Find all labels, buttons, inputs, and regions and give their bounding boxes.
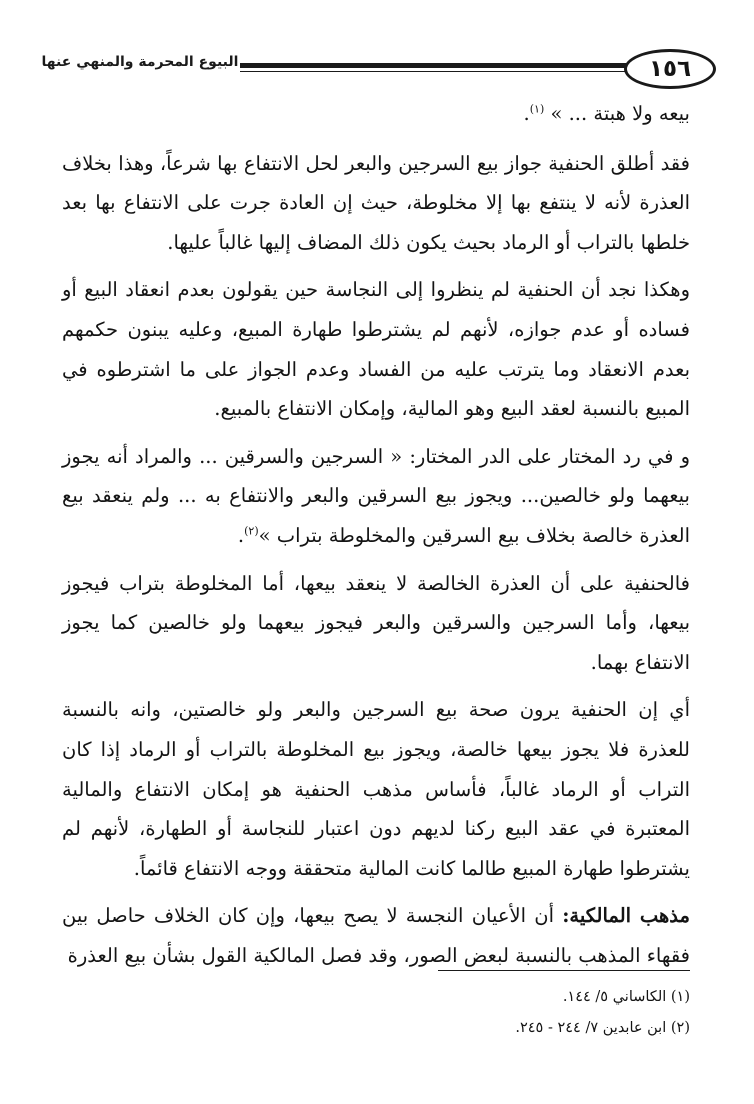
paragraph-5: فالحنفية على أن العذرة الخالصة لا ينعقد بيعها، أما المخلوطة بتراب فيجوز بيعها، وأما السرجين والسرقين والبعر فيجوز بيعهما ولو خالصين كما يجوز الانتفاع بهما. [62,571,690,674]
paragraph-1: بيعه ولا هبتة ... » $^{(١)}$. [523,102,690,125]
paragraph-3: وهكذا نجد أن الحنفية لم ينظروا إلى النجاسة حين يقولون بعدم انعقاد البيع أو فساده أو عدم جوازه، لأنهم لم يشترطوا طهارة المبيع، وعليه يبنون حكمهم بعدم الانعقاد وما يترتب عليه من الفساد وعدم الجواز على ما اشترطوه في المبيع بالنسبة لعقد البيع وهو المالية، وإمكان الانتفاع بالمبيع. [62,278,690,421]
body-text [62,94,690,983]
paragraph-2: فقد أطلق الحنفية جواز بيع السرجين والبعر لحل الانتفاع بها شرعاً، وهذا بخلاف العذرة لأنه لا ينتفع بها إلا مخلوطة، حيث إن العادة جرت على الانتفاع بها بعد خلطها بالتراب أو الرماد بحيث يكون ذلك المضاف إليها غالباً عليها. [62,151,690,254]
footnote-ref-1: (١) [529,102,545,116]
header-rule-thick [240,63,648,68]
footnote-separator [438,970,690,971]
paragraph-7: مذهب المالكية: أن الأعيان النجسة لا يصح بيعها، وإن كان الخلاف حاصل بين فقهاء المذهب بالنسبة لبعض الصور، وقد فصل المالكية القول بشأن بيع العذرة [62,904,690,967]
header-rule-thin [240,71,648,72]
footnote-1: (١) الكاساني ٥/ ١٤٤. [562,989,690,1005]
paragraph-4: و في رد المختار على الدر المختار: « السرجين والسرقين ... والمراد أنه يجوز بيعهما ولو خالصين... ويجوز بيع السرقين والبعر والانتفاع به ... ولم ينعقد بيع العذرة خالصة بخلاف بيع السرقين والمخلوطة بتراب »$^{(٢)}$. [62,444,690,547]
section-lead: مذهب المالكية: [562,904,690,928]
footnotes [62,982,690,1044]
footnote-2: (٢) ابن عابدين ٧/ ٢٤٤ - ٢٤٥. [515,1020,690,1036]
paragraph-6: أي إن الحنفية يرون صحة بيع السرجين والبعر ولو خالصتين، وانه بالنسبة للعذرة فلا يجوز بيعها خالصة، ويجوز بيع المخلوطة بالتراب أو الرماد إذا كان التراب أو الرماد غالباً، فأساس مذهب الحنفية هو إمكان الانتفاع والمالية المعتبرة في عقد البيع ركنا لديهم دون اعتبار للنجاسة أو الطهارة، لأنهم لم يشترطوا طهارة المبيع طالما كانت المالية متحققة ووجه الانتفاع قائماً. [62,698,690,880]
page-number: ١٥٦ [624,49,716,89]
page-header [40,44,692,94]
footnote-ref-2: (٢) [244,524,259,538]
running-title: البيوع المحرمة والمنهي عنها [41,54,239,70]
